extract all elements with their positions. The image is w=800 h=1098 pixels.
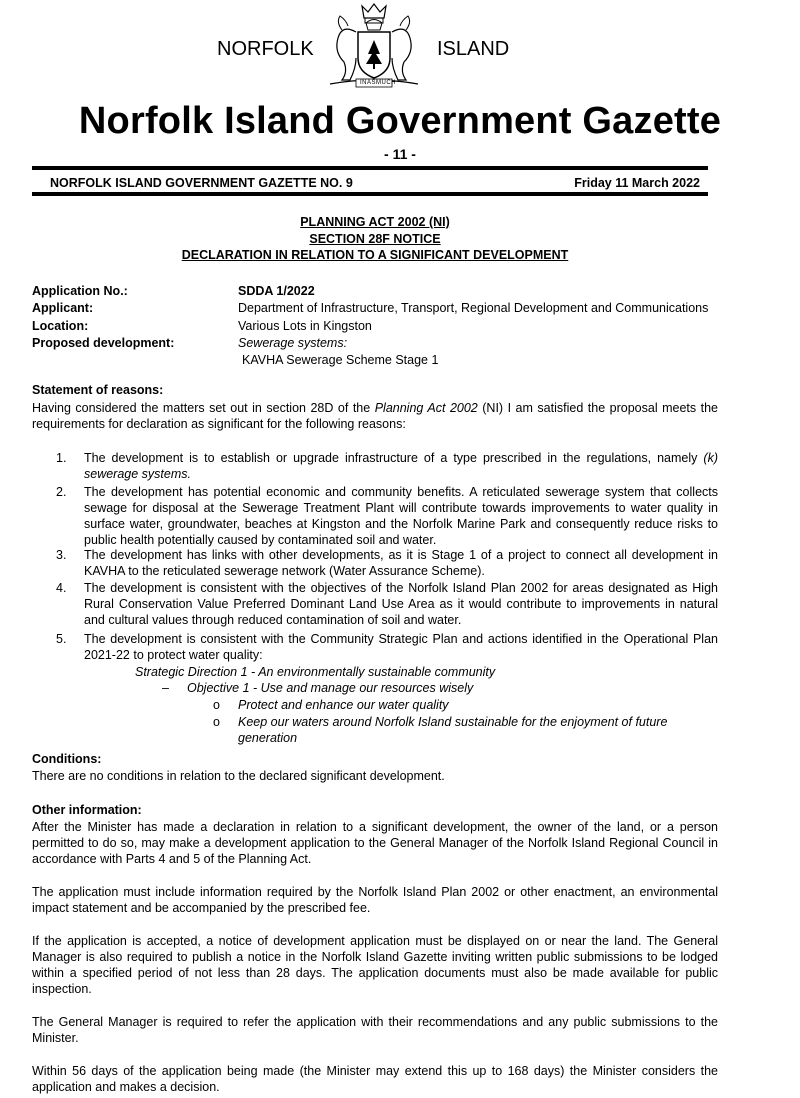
reasons-intro bbox=[32, 400, 718, 432]
bullet-item: Protect and enhance our water quality bbox=[238, 698, 449, 712]
top-rule bbox=[32, 166, 708, 170]
location-value: Various Lots in Kingston bbox=[238, 319, 372, 333]
other-info-paragraph: After the Minister has made a declaration in relation to a significant development, the owner of the land, or a person permitted to do so, may make a development application to the General Manager of the Norfolk Island Regional Council in accordance with Parts 4 and 5 of the Planning Act. bbox=[32, 820, 718, 866]
strategic-direction: Strategic Direction 1 - An environmentally sustainable community bbox=[135, 665, 496, 679]
conditions-text: There are no conditions in relation to the declared significant development. bbox=[32, 769, 445, 783]
reason-number: 1. bbox=[56, 451, 67, 465]
location-label: Location: bbox=[32, 319, 89, 333]
reason-number: 3. bbox=[56, 548, 67, 562]
reason-text: The development has potential economic and community benefits. A reticulated sewerage system that collects sewage for disposal at the Sewerage Treatment Plant will contribute towards improvements to water quality in surface water, groundwater, beaches at Kingston and the Norfolk Marine Park and consequently reduce risks to public health potentially caused by contaminated soil and water. bbox=[84, 485, 718, 547]
application-no-value: SDDA 1/2022 bbox=[238, 284, 315, 298]
bullet-marker: o bbox=[213, 698, 220, 712]
page-number: - 11 - bbox=[384, 146, 416, 162]
conditions-heading: Conditions: bbox=[32, 752, 102, 766]
reason-number: 4. bbox=[56, 581, 67, 595]
reason-text-part: The development is to establish or upgrade infrastructure of a type prescribed in the regulations, namely bbox=[84, 451, 704, 465]
notice-heading-act: PLANNING ACT 2002 (NI) bbox=[300, 215, 450, 229]
bullet-item: Keep our waters around Norfolk Island sustainable for the enjoyment of future generation bbox=[238, 715, 668, 745]
gazette-title: Norfolk Island Government Gazette bbox=[78, 100, 722, 142]
crest-motto: INASMUCH bbox=[359, 80, 396, 86]
notice-heading-section: SECTION 28F NOTICE bbox=[309, 232, 441, 246]
other-info-paragraph: The General Manager is required to refer the application with their recommendations and any public submissions to the Minister. bbox=[32, 1015, 718, 1045]
proposed-development-label: Proposed development: bbox=[32, 336, 175, 350]
objective-dash: – bbox=[162, 681, 169, 695]
reason-number: 2. bbox=[56, 485, 67, 499]
application-no-label: Application No.: bbox=[32, 284, 128, 298]
reason-text-italic: (k) sewerage systems. bbox=[84, 451, 718, 481]
other-info-paragraph: Within 56 days of the application being made (the Minister may extend this up to 168 days) the Minister considers the application and makes a decision. bbox=[32, 1064, 718, 1094]
reasons-heading: Statement of reasons: bbox=[32, 383, 164, 397]
masthead-left-word: NORFOLK bbox=[217, 38, 314, 60]
reason-text: The development is consistent with the Community Strategic Plan and actions identified in the Operational Plan 2021-22 to protect water quality: bbox=[84, 632, 718, 662]
proposed-development-type: Sewerage systems: bbox=[238, 336, 348, 350]
reasons-intro-text: Having considered the matters set out in section 28D of the bbox=[32, 401, 375, 415]
masthead-right-word: ISLAND bbox=[437, 38, 510, 60]
reason-text bbox=[84, 450, 718, 482]
reasons-intro-text-cont: (NI) I am satisfied the proposal meets the requirements for declaration as significant for the following reasons: bbox=[32, 401, 718, 431]
reasons-intro-act: Planning Act 2002 bbox=[374, 401, 478, 415]
notice-heading-declaration: DECLARATION IN RELATION TO A SIGNIFICANT DEVELOPMENT bbox=[181, 248, 569, 262]
proposed-development-name: KAVHA Sewerage Scheme Stage 1 bbox=[242, 353, 439, 367]
bottom-rule bbox=[32, 192, 708, 196]
other-info-paragraph: The application must include information required by the Norfolk Island Plan 2002 or other enactment, an environmental impact statement and be accompanied by the prescribed fee. bbox=[32, 885, 718, 915]
objective: Objective 1 - Use and manage our resources wisely bbox=[187, 681, 474, 695]
reason-number: 5. bbox=[56, 632, 67, 646]
applicant-label: Applicant: bbox=[32, 301, 94, 315]
other-info-heading: Other information: bbox=[32, 803, 142, 817]
applicant-value: Department of Infrastructure, Transport, Regional Development and Communications bbox=[238, 301, 709, 315]
gazette-number: NORFOLK ISLAND GOVERNMENT GAZETTE NO. 9 bbox=[50, 176, 353, 190]
bullet-marker: o bbox=[213, 715, 220, 729]
reason-text: The development is consistent with the objectives of the Norfolk Island Plan 2002 for areas designated as High Rural Conservation Value Preferred Dominant Land Use Area as it would contribute to improvements in natural and cultural values through reduced contamination of soil and water. bbox=[84, 581, 718, 627]
other-info-paragraph: If the application is accepted, a notice of development application must be displayed on or near the land. The General Manager is also required to publish a notice in the Norfolk Island Gazette inviting written public submissions to be lodged within a specified period of not less than 28 days. The application documents must also be made available for public inspection. bbox=[32, 934, 718, 996]
gazette-date: Friday 11 March 2022 bbox=[574, 176, 700, 190]
reason-text: The development has links with other developments, as it is Stage 1 of a project to connect all development in KAVHA to the reticulated sewerage network (Water Assurance Scheme). bbox=[84, 548, 718, 578]
